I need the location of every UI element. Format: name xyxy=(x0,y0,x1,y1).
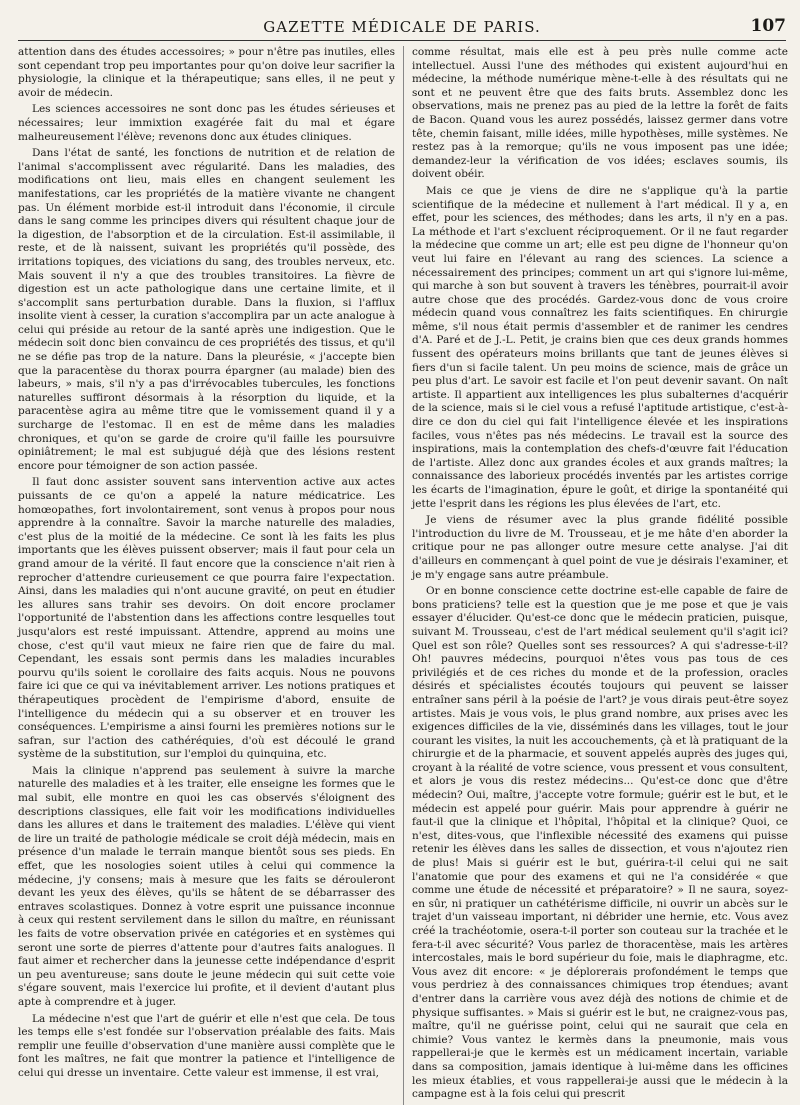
paragraph: Mais la clinique n'apprend pas seulement à suivre la marche naturelle des maladies et à les traiter, elle enseigne les formes que le mal subit, elle montre en quoi les cas observés s'éloignent des descriptions classiques, elle fait voir les modifications individuelles dans les allures et dans le traitement des maladies. L'élève qui vient de lire un traité de pathologie médicale se croit déjà médecin, mais en présence d'un malade le terrain manque bientôt sous ses pieds. En effet, que les nosologies soient utiles à celui qui commence la médecine, j'y consens; mais à mesure que les faits se dérouleront devant les yeux des élèves, qu'ils se hâtent de se débarrasser des entraves scolastiques. Donnez à votre esprit une puissance inconnue à ceux qui restent servilement dans le sillon du maître, en réunissant les faits de votre observation privée en catégories et en systèmes qui seront une sorte de pierres d'attente pour d'autres faits analogues. Il faut aimer et rechercher dans la jeunesse cette indépendance d'esprit un peu aventureuse; sans doute le jeune médecin qui suit cette voie s'égare souvent, mais l'exercice lui profite, et il devient d'autant plus apte à comprendre et à juger. xyxy=(18,764,395,1008)
journal-title: GAZETTE MÉDICALE DE PARIS. xyxy=(263,18,541,36)
paragraph: comme résultat, mais elle est à peu près nulle comme acte intellectuel. Aussi l'une des méthodes qui existent aujourd'hui en médecine, la méthode numérique mène-t-elle à des résultats qui ne sont et ne peuvent être que des faits bruts. Assemblez donc les observations, mais ne prenez pas au pied de la lettre la forêt de faits de Bacon. Quand vous les aurez possédés, laissez germer dans votre tête, chemin faisant, mille idées, mille hypothèses, mille systèmes. Ne restez pas à la remorque; qu'ils ne vous imposent pas une idée; demandez-leur la vérification de vos idées; esclaves soumis, ils doivent obéir. xyxy=(412,46,788,181)
left-column xyxy=(18,46,395,1105)
page-number: 107 xyxy=(750,16,786,36)
paragraph: attention dans des études accessoires; » pour n'être pas inutiles, elles sont cependant trop peu importantes pour qu'on doive leur sacrifier la physiologie, la clinique et la thérapeutique; sans elles, il ne peut y avoir de médecin. xyxy=(18,46,395,99)
paragraph: Les sciences accessoires ne sont donc pas les études sérieuses et nécessaires; leur immixtion exagérée fait du mal et égare malheureusement l'élève; revenons donc aux études cliniques. xyxy=(18,103,395,143)
paragraph: Je viens de résumer avec la plus grande fidélité possible l'introduction du livre de M. Trousseau, et je me hâte d'en aborder la critique pour ne pas allonger outre mesure cette analyse. J'ai dit d'ailleurs en commençant à quel point de vue je désirais l'examiner, et je m'y engage sans autre préambule. xyxy=(412,514,788,581)
text-columns xyxy=(18,46,789,1101)
paragraph: Mais ce que je viens de dire ne s'applique qu'à la partie scientifique de la médecine et nullement à l'art médical. Il y a, en effet, pour les sciences, des méthodes; dans les arts, il n'y en a pas. La méthode et l'art s'excluent réciproquement. Or il ne faut regarder la médecine que comme un art; elle est peu digne de l'honneur qu'on veut lui faire en l'élevant au rang des sciences. La science a nécessairement des principes; comment un art qui s'ignore lui-même, qui marche à son but souvent à travers les ténèbres, pourrait-il avoir autre chose que des procédés. Gardez-vous donc de vous croire médecin quand vous connaîtrez les faits scientifiques. En chirurgie même, s'il nous était permis d'assembler et de ranimer les cendres d'A. Paré et de J.-L. Petit, je crains bien que ces deux grands hommes fussent des opérateurs moins brillants que tant de jeunes élèves si fiers d'un si facile talent. Un peu moins de science, mais de grâce un peu plus d'art. Le savoir est facile et l'on peut devenir savant. On naît artiste. Il appartient aux intelligences les plus subalternes d'acquérir de la science, mais si le ciel vous a refusé l'aptitude artistique, c'est-à-dire ce don du ciel qui fait l'intelligence élevée et les inspirations faciles, vous n'êtes pas nés médecins. Le travail est la source des inspirations, mais la contemplation des chefs-d'œuvre fait l'éducation de l'artiste. Allez donc aux grandes écoles et aux grands maîtres; la connaissance des laborieux procédés inventés par les artistes corrige les écarts de l'imagination, épure le goût, et dirige la spontanéité qui jette l'esprit dans les régions les plus élevées de l'art, etc. xyxy=(412,184,788,510)
paragraph: Dans l'état de santé, les fonctions de nutrition et de relation de l'animal s'accomplissent avec régularité. Dans les maladies, des modifications ont lieu, mais elles en changent seulement les manifestations, car les propriétés de la matière vivante ne changent pas. Un élément morbide est-il introduit dans l'économie, il circule dans le sang comme les principes divers qui résultent chaque jour de la digestion, de l'absorption et de la circulation. Est-il assimilable, il reste, et de là naissent, suivant les propriétés qu'il possède, des irritations topiques, des viciations du sang, des troubles nerveux, etc. Mais souvent il n'y a que des troubles transitoires. La fièvre de digestion est un acte pathologique dans une certaine limite, et il s'accomplit sans perturbation durable. Dans la fluxion, si l'afflux insolite vient à cesser, la curation s'accomplira par un acte analogue à celui qui préside au retour de la santé après une indigestion. Que le médecin soit donc bien convaincu de ces propriétés des tissus, et qu'il ne se défie pas trop de la nature. Dans la pleurésie, « j'accepte bien que la paracentèse du thorax pourra épargner (au malade) bien des labeurs, » mais, s'il n'y a pas d'irrévocables tubercules, les fonctions naturelles suffiront désormais à la résorption du liquide, et la paracentèse agira au même titre que le vomissement quand il y a surcharge de l'estomac. Il en est de même dans les maladies chroniques, et qu'on se garde de croire qu'il faille les poursuivre opiniâtrement; le mal est subjugué déjà que des lésions restent encore pour témoigner de son action passée. xyxy=(18,147,395,472)
paragraph: Il faut donc assister souvent sans intervention active aux actes puissants de ce qu'on a appelé la nature médicatrice. Les homœopathes, fort involontairement, sont venus à propos pour nous apprendre à la connaître. Savoir la marche naturelle des maladies, c'est plus de la moitié de la médecine. Ce sont là les faits les plus importants que les élèves puissent observer; mais il faut pour cela un grand amour de la vérité. Il faut encore que la conscience n'ait rien à reprocher d'attendre curieusement ce que pourra faire l'expectation. Ainsi, dans les maladies qui n'ont aucune gravité, on peut en étudier les allures sans trahir ses devoirs. On doit encore proclamer l'opportunité de l'abstention dans les affections contre lesquelles tout jusqu'alors est resté impuissant. Attendre, apprend au moins une chose, c'est qu'il vaut mieux ne faire rien que de faire du mal. Cependant, les essais sont permis dans les maladies incurables pourvu qu'ils soient le corollaire des faits acquis. Nous ne pouvons faire ici que ce qui va inévitablement arriver. Les notions pratiques et thérapeutiques procèdent de l'empirisme d'abord, ensuite de l'intelligence du médecin qui a su observer et en trouver les conséquences. L'empirisme a ainsi fourni les premières notions sur le safran, sur l'action des cathéréquies, d'où est découlé le grand système de la substitution, sur l'emploi du quinquina, etc. xyxy=(18,476,395,761)
right-column xyxy=(403,46,788,1105)
paragraph: La médecine n'est que l'art de guérir et elle n'est que cela. De tous les temps elle s'est fondée sur l'observation préalable des faits. Mais remplir une feuille d'observation d'une manière aussi complète que le font les maîtres, ne fait que montrer la patience et l'intelligence de celui qui dresse un inventaire. Cette valeur est immense, il est vrai, xyxy=(18,1012,395,1079)
paragraph: Or en bonne conscience cette doctrine est-elle capable de faire de bons praticiens? telle est la question que je me pose et que je vais essayer d'élucider. Qu'est-ce donc que le médecin praticien, puisque, suivant M. Trousseau, c'est de l'art médical seulement qu'il s'agit ici? Quel est son rôle? Quelles sont ses ressources? A qui s'adresse-t-il? Oh! pauvres médecins, pourquoi n'êtes vous pas tous de ces privilégiés et de ces riches du monde et de la profession, oracles désirés et spécialistes écoutés toujours qui peuvent se laisser entraîner sans péril à la poésie de l'art? je vous dirais peut-être soyez artistes. Mais je vous vois, le plus grand nombre, aux prises avec les exigences difficiles de la vie, disséminés dans les villages, tout le jour courant les visites, la nuit les accouchements, çà et là pratiquant de la chirurgie et de la pharmacie, et souvent appelés auprès des juges qui, croyant à la réalité de votre science, vous pressent et vous consultent, et alors je vous dis restez médecins... Qu'est-ce donc que d'être médecin? Oui, maître, j'accepte votre formule; guérir est le but, et le médecin est appelé pour guérir. Mais pour apprendre à guérir ne faut-il que la clinique et l'hôpital, l'hôpital et la clinique? Quoi, ce n'est, dites-vous, que l'inflexible nécessité des examens qui puisse retenir les élèves dans les salles de dissection, et vous n'ajoutez rien de plus! Mais si guérir est le but, guérira-t-il celui qui ne sait l'anatomie que pour des examens et qui ne l'a considérée « que comme une étude de nécessité et préparatoire? » Il ne saura, soyez-en sûr, ni pratiquer un cathétérisme difficile, ni ouvrir un abcès sur le trajet d'un vaisseau important, ni débrider une hernie, etc. Vous avez créé la trachéotomie, osera-t-il porter son couteau sur la trachée et le fera-t-il avec sécurité? Vous parlez de thoracentèse, mais les artères intercostales, mais le bord supérieur du foie, mais le diaphragme, etc. Vous avez dit encore: « je déplorerais profondément le temps que vous perdriez à des connaissances chimiques trop étendues; avant d'entrer dans la carrière vous avez déjà des notions de chimie et de physique suffisantes. » Mais si guérir est le but, ne craignez-vous pas, maître, qu'il ne guérisse point, celui qui ne saurait que cela en chimie? Vous vantez le kermès dans la pneumonie, mais vous rappellerai-je que le kermès est un médicament incertain, variable dans sa composition, jamais identique à lui-même dans les officines les mieux établies, et vous rappellerai-je aussi que le médecin à la campagne est à la fois celui qui prescrit xyxy=(412,585,789,1101)
running-head xyxy=(18,10,786,41)
